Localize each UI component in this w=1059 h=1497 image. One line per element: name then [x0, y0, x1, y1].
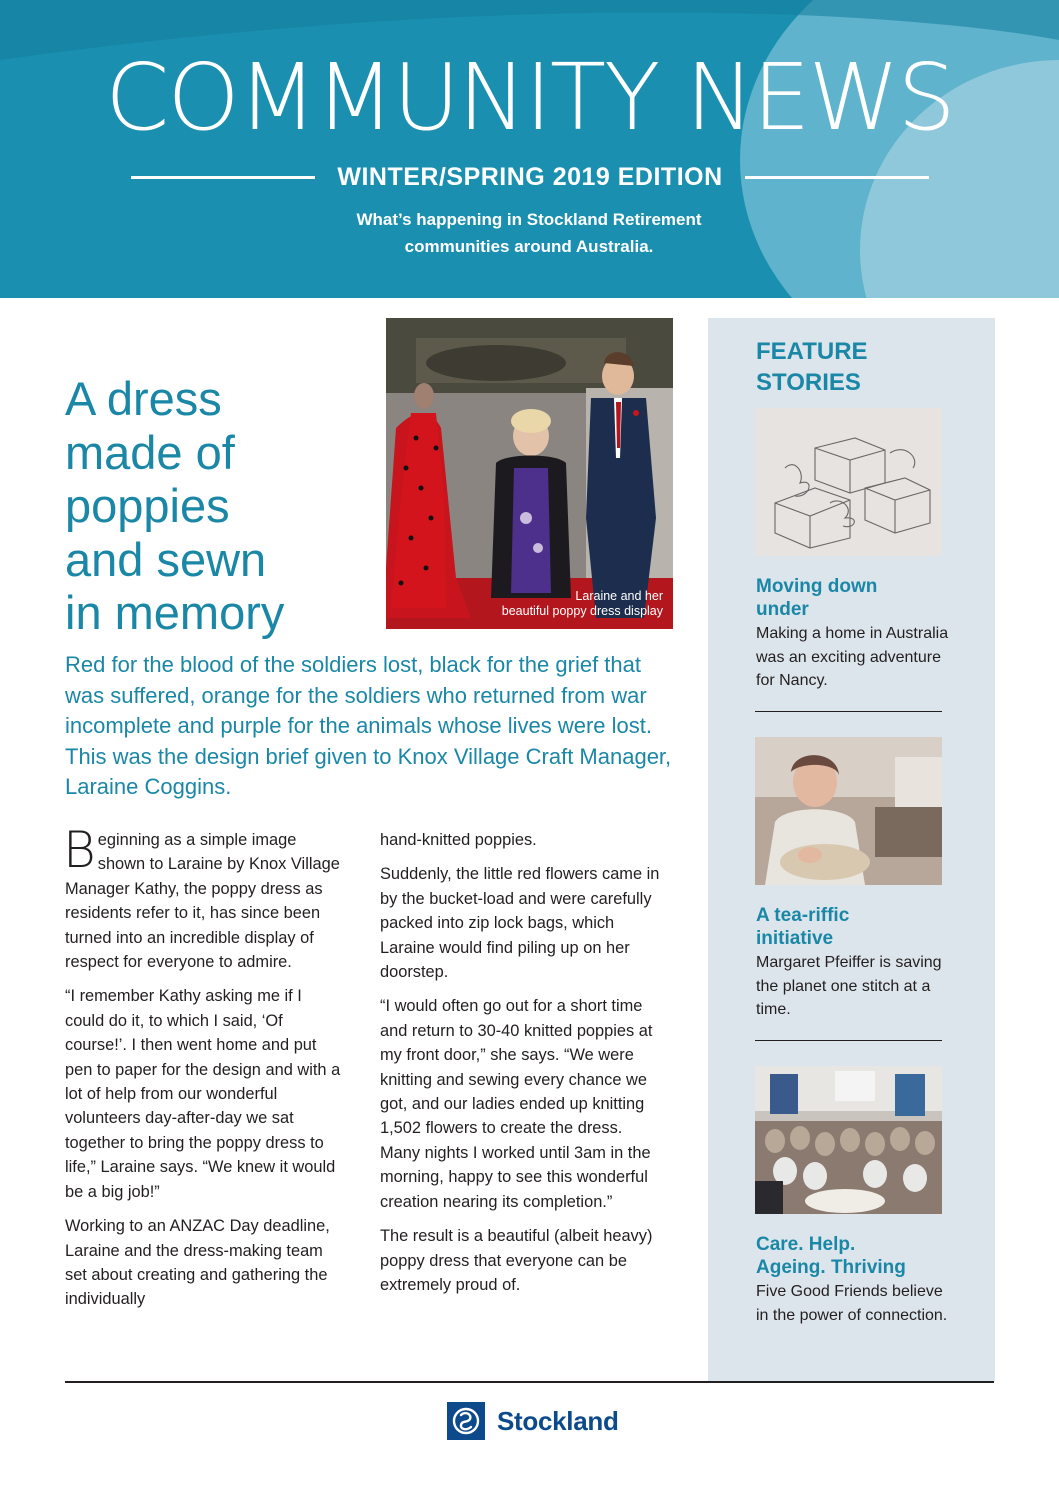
article-column-1	[63, 821, 345, 1322]
story-2-title-line-1: A tea-riffic	[756, 905, 850, 926]
story-1-description: Making a home in Australia was an exciting adventure for Nancy.	[756, 625, 949, 689]
body-paragraph: The result is a beautiful (albeit heavy) poppy dress that everyone can be extremely proud of.	[380, 1227, 653, 1294]
sidebar-divider	[755, 1040, 942, 1041]
story-2-thumbnail[interactable]	[755, 737, 942, 885]
body-paragraph: Working to an ANZAC Day deadline, Laraine and the dress-making team set about creating and gathering the individually	[65, 1217, 330, 1309]
sidebar-title-line-2: STORIES	[756, 369, 861, 396]
headline-line: made of	[65, 425, 235, 479]
stockland-logo[interactable]	[447, 1402, 619, 1440]
edition-label: WINTER/SPRING 2019 EDITION	[337, 162, 723, 191]
story-3-title-line-1: Care. Help.	[756, 1234, 856, 1255]
edition-row	[131, 160, 929, 194]
body-text: eginning as a simple image shown to Laraine by Knox Village Manager Kathy, the poppy dress as residents refer to it, has since been turned into an incredible display of respect for everyone to admire.	[65, 831, 340, 972]
poppy-dress-photo	[386, 318, 673, 629]
headline-line: A dress	[65, 372, 222, 425]
body-paragraph: “I would often go out for a short time and return to 30-40 knitted poppies at my front door,” she says. “We were knitting and sewing every chance we got, and our ladies ended up knitting 1,502 flowers to create the dress. Many nights I worked until 3am in the morning, happy to see this wonderful creation nearing its completion.”	[380, 997, 653, 1211]
article-column-2	[380, 828, 660, 1307]
body-paragraph	[63, 821, 345, 974]
sidebar-title	[756, 336, 976, 398]
story-3-description: Five Good Friends believe in the power of connection.	[756, 1283, 948, 1324]
brand-name: Stockland	[497, 1405, 619, 1436]
boxes-sketch-image	[755, 408, 942, 556]
headline-line: poppies	[65, 479, 230, 532]
logo-swirl-icon	[452, 1407, 480, 1435]
edition-rule-right	[745, 176, 929, 179]
photo-caption	[443, 589, 663, 619]
headline-line: and sewn	[65, 532, 267, 586]
story-1-thumbnail[interactable]	[755, 408, 942, 556]
stockland-logo-icon	[447, 1402, 485, 1440]
tagline-line-2: communities around Australia.	[404, 237, 654, 256]
body-paragraph: “I remember Kathy asking me if I could do it, to which I said, ‘Of course!’. I then went home and put pen to paper for the design and with a lot of help from our wonderful volunteers day-after-day we sat together to bring the poppy dress to life,” Laraine says. “We knew it would be a big job!”	[65, 987, 341, 1201]
sidebar-divider	[755, 711, 942, 712]
drop-cap: B	[63, 821, 96, 879]
caption-line-2: beautiful poppy dress display	[501, 604, 663, 618]
story-1-title-line-2: under	[756, 599, 809, 620]
photo-illustration	[386, 318, 673, 629]
tagline	[279, 206, 779, 260]
body-paragraph: Suddenly, the little red flowers came in by the bucket-load and were carefully packed into zip lock bags, which Laraine would find piling up on her doorstep.	[380, 865, 660, 982]
story-2-description: Margaret Pfeiffer is saving the planet one stitch at a time.	[756, 954, 942, 1018]
edition-rule-left	[131, 176, 315, 179]
footer-divider	[65, 1381, 994, 1383]
masthead-banner	[0, 0, 1059, 298]
tagline-line-1: What’s happening in Stockland Retirement	[356, 210, 702, 229]
article-headline	[65, 372, 375, 640]
knitting-woman-photo	[755, 737, 942, 885]
story-3-thumbnail[interactable]	[755, 1066, 942, 1214]
story-2-title[interactable]	[756, 904, 976, 950]
story-1-title[interactable]	[756, 575, 976, 621]
story-1-title-line-1: Moving down	[756, 576, 878, 597]
feature-stories-sidebar	[708, 318, 995, 1381]
masthead-title: COMMUNITY NEWS	[105, 44, 954, 151]
story-3-title[interactable]	[756, 1233, 976, 1279]
story-2-title-line-2: initiative	[756, 928, 834, 949]
article-standfirst: Red for the blood of the soldiers lost, black for the grief that was suffered, orange for the soldiers who returned from war incomplete and purple for the animals whose lives were lost. This was the design brief given to Knox Village Craft Manager, Laraine Coggins.	[65, 652, 672, 799]
story-3-title-line-2: Ageing. Thriving	[756, 1257, 906, 1278]
headline-line: in memory	[65, 586, 285, 639]
caption-line-1: Laraine and her	[575, 589, 663, 603]
body-paragraph: hand-knitted poppies.	[380, 831, 537, 849]
conference-photo	[755, 1066, 942, 1214]
sidebar-title-line-1: FEATURE	[756, 338, 868, 365]
